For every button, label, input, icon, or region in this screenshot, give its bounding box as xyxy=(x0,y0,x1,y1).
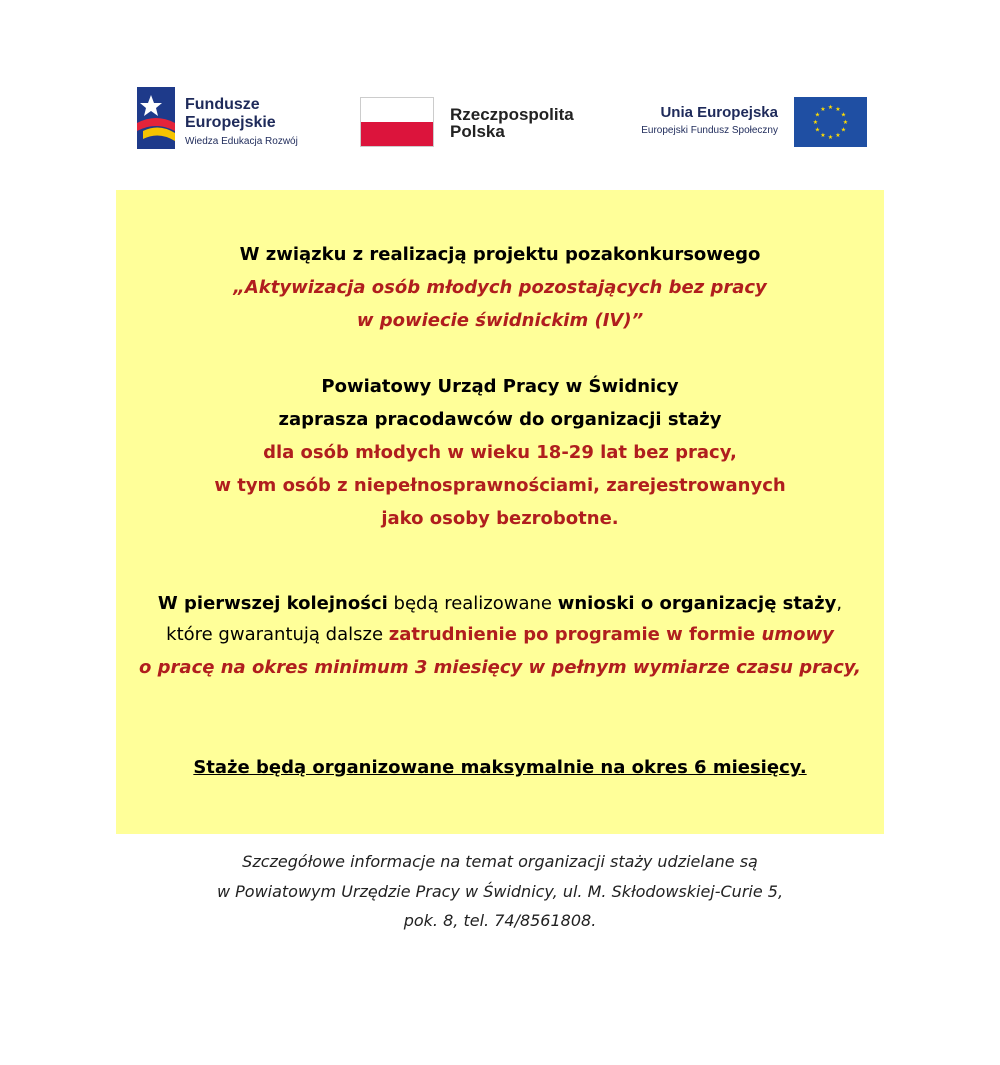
logo-bar xyxy=(0,0,1000,170)
intro-text: W związku z realizacją projektu pozakonkursowego xyxy=(239,244,761,265)
fundusze-title-line1: Fundusze xyxy=(185,96,260,113)
eu-flag-icon xyxy=(794,97,867,147)
priority-line2 xyxy=(0,623,1000,647)
eu-star-icon: ★ xyxy=(814,112,821,119)
footer-line1: Szczegółowe informacje na temat organizacji staży udzielane są xyxy=(242,852,758,871)
eu-star-icon: ★ xyxy=(820,107,826,113)
unia-subtitle: Europejski Fundusz Społeczny xyxy=(641,125,778,136)
eu-star-icon: ★ xyxy=(835,107,841,113)
office-name: Powiatowy Urząd Pracy w Świdnicy xyxy=(321,376,679,397)
footer-line3: pok. 8, tel. 74/8561808. xyxy=(403,911,597,930)
target-group-line3: jako osoby bezrobotne. xyxy=(381,508,619,529)
rzeczpospolita-line2: Polska xyxy=(450,122,505,141)
eu-star-icon: ★ xyxy=(842,120,849,126)
target-group-line2: w tym osób z niepełnosprawnościami, zarejestrowanych xyxy=(214,475,786,496)
priority-line3: o pracę na okres minimum 3 miesięcy w pełnym wymiarze czasu pracy, xyxy=(139,657,861,678)
unia-title: Unia Europejska xyxy=(660,104,778,121)
eu-star-icon: ★ xyxy=(820,133,826,139)
fundusze-title-line2: Europejskie xyxy=(185,114,276,131)
eu-star-icon: ★ xyxy=(840,127,847,134)
project-title-line1: „Aktywizacja osób młodych pozostających bez pracy xyxy=(233,277,767,298)
fundusze-europejskie-logo-icon xyxy=(137,87,175,149)
duration-note: Staże będą organizowane maksymalnie na okres 6 miesięcy. xyxy=(193,757,807,778)
fundusze-subtitle: Wiedza Edukacja Rozwój xyxy=(185,136,298,147)
target-group-line1: dla osób młodych w wieku 18-29 lat bez pracy, xyxy=(263,442,737,463)
footer-line2: w Powiatowym Urzędzie Pracy w Świdnicy, ul. M. Skłodowskiej-Curie 5, xyxy=(216,882,784,901)
rzeczpospolita-line1: Rzeczpospolita xyxy=(450,105,574,124)
priority-bold-1: W pierwszej kolejności xyxy=(157,593,388,614)
poland-flag-icon xyxy=(360,97,434,147)
priority-line1 xyxy=(0,592,1000,616)
eu-star-icon: ★ xyxy=(835,133,841,139)
eu-star-icon: ★ xyxy=(840,112,847,119)
priority-red-bold: zatrudnienie po programie w formie xyxy=(388,624,762,645)
invitation-text: zaprasza pracodawców do organizacji staży xyxy=(278,409,722,430)
priority-normal-1: będą realizowane xyxy=(387,593,558,614)
eu-star-icon: ★ xyxy=(827,105,834,111)
priority-normal-2: które gwarantują dalsze xyxy=(166,624,389,645)
priority-red-italic: umowy xyxy=(761,624,834,645)
priority-bold-2: wnioski o organizację staży xyxy=(557,593,837,614)
eu-star-icon: ★ xyxy=(814,127,821,134)
project-title-line2: w powiecie świdnickim (IV)” xyxy=(356,310,644,331)
priority-comma: , xyxy=(836,593,843,614)
eu-star-icon: ★ xyxy=(812,120,819,126)
eu-star-icon: ★ xyxy=(827,135,834,141)
